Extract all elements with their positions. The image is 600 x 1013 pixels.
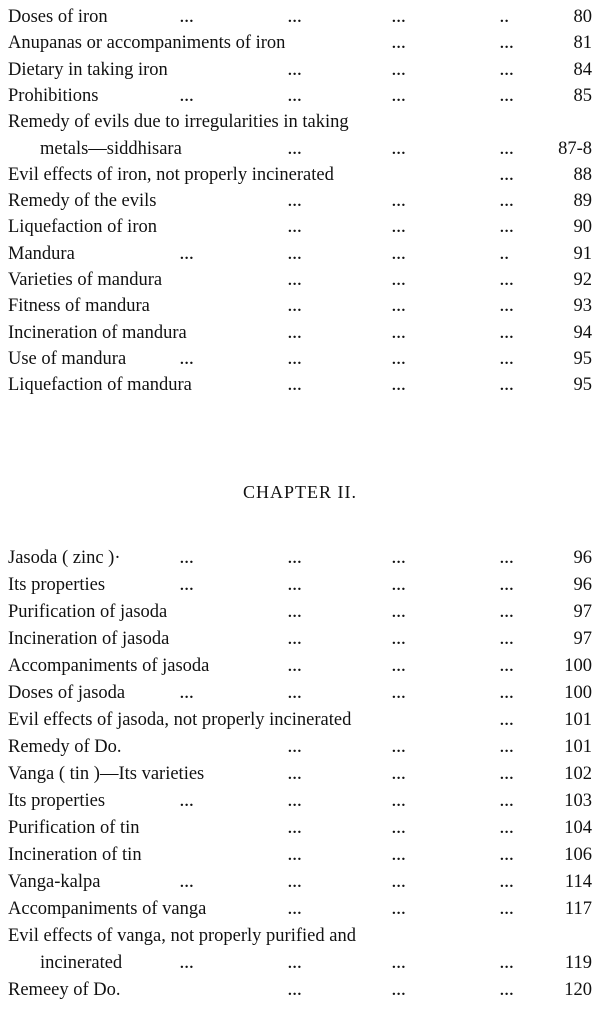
toc-entry-page: 89 <box>573 191 592 212</box>
toc-entry <box>0 734 600 760</box>
toc-entry-page: 119 <box>564 953 592 973</box>
toc-entry-title: Remeey of Do. <box>8 980 121 1000</box>
leader-dots: ... <box>500 167 515 184</box>
toc-entry <box>0 4 600 30</box>
toc-entry <box>0 136 600 162</box>
toc-entry-title: incinerated <box>40 953 123 973</box>
leader-dots: ... <box>500 378 515 395</box>
toc-entry <box>0 83 600 109</box>
leader-dots: ... <box>500 659 515 675</box>
toc-entry-page: 101 <box>564 710 592 730</box>
toc-entry-title: Remedy of evils due to irregularities in taking <box>8 112 349 133</box>
toc-entry-page: 102 <box>564 764 592 784</box>
leader-dots: ... <box>500 273 515 289</box>
leader-dots: .. <box>500 10 510 26</box>
toc-entry <box>0 372 600 398</box>
toc-entry-title: Its properties <box>8 575 106 595</box>
leader-dots: ... <box>500 194 515 211</box>
toc-entry-page: 114 <box>564 872 592 892</box>
leader-dots: ... <box>288 821 303 837</box>
toc-entry <box>0 293 600 319</box>
toc-entry-page: 97 <box>573 602 592 622</box>
toc-entry <box>0 977 600 1003</box>
toc-entry-title: Accompaniments of jasoda <box>8 656 210 676</box>
toc-entry <box>0 950 600 976</box>
toc-entry <box>0 923 600 949</box>
leader-dots: ... <box>392 273 407 289</box>
toc-entry-page: 81 <box>573 33 592 54</box>
toc-entry-page: 100 <box>564 656 592 676</box>
toc-entry-title: Vanga-kalpa <box>8 872 101 892</box>
leader-dots: ... <box>288 983 303 999</box>
leader-dots: ... <box>288 246 303 263</box>
toc-entry-title: Doses of jasoda <box>8 683 126 703</box>
leader-dots: ... <box>180 794 195 810</box>
leader-dots: ... <box>392 740 407 756</box>
toc-entry-page: 92 <box>573 270 592 290</box>
toc-entry <box>0 241 600 267</box>
leader-dots: ... <box>500 141 515 158</box>
toc-entry-title: Liquefaction of mandura <box>8 375 192 396</box>
leader-dots: ... <box>180 10 195 26</box>
leader-dots: ... <box>392 220 407 237</box>
leader-dots: ... <box>288 956 303 972</box>
toc-entry-page: 103 <box>564 791 592 811</box>
toc-entry-title: Vanga ( tin )—Its varieties <box>8 764 205 784</box>
leader-dots: ... <box>500 956 515 972</box>
leader-dots: ... <box>392 956 407 972</box>
leader-dots: ... <box>288 902 303 918</box>
toc-entry-title: Use of mandura <box>8 348 127 369</box>
toc-entry-page: 87-8 <box>558 138 592 159</box>
toc-entry <box>0 188 600 214</box>
toc-entry <box>0 267 600 293</box>
toc-entry-title: Purification of tin <box>8 818 140 838</box>
leader-dots: ... <box>288 605 303 621</box>
leader-dots: ... <box>180 351 195 368</box>
leader-dots: ... <box>392 983 407 999</box>
leader-dots: ... <box>392 141 407 158</box>
toc-entry <box>0 815 600 841</box>
toc-entry-page: 80 <box>573 7 592 27</box>
leader-dots: ... <box>288 10 303 26</box>
toc-entry <box>0 761 600 787</box>
toc-entry <box>0 896 600 922</box>
toc-entry-title: Liquefaction of iron <box>8 217 157 238</box>
leader-dots: ... <box>500 902 515 918</box>
toc-entry <box>0 626 600 652</box>
toc-entry <box>0 162 600 188</box>
leader-dots: ... <box>500 848 515 864</box>
toc-entry-title: Incineration of mandura <box>8 322 187 343</box>
toc-entry-title: Fitness of mandura <box>8 296 150 317</box>
leader-dots: ... <box>500 325 515 342</box>
toc-entry-title: Jasoda ( zinc )· <box>8 548 121 568</box>
toc-entry-title: Dietary in taking iron <box>8 59 168 80</box>
toc-entry <box>0 680 600 706</box>
toc-entry-page: 95 <box>573 348 592 369</box>
leader-dots: ... <box>288 325 303 342</box>
toc-entry <box>0 707 600 733</box>
toc-entry-page: 85 <box>573 85 592 106</box>
leader-dots: ... <box>392 10 407 26</box>
leader-dots: ... <box>500 821 515 837</box>
leader-dots: ... <box>500 351 515 368</box>
leader-dots: ... <box>500 578 515 594</box>
leader-dots: ... <box>180 956 195 972</box>
leader-dots: ... <box>180 578 195 594</box>
leader-dots: ... <box>288 740 303 756</box>
toc-entry-title: metals—siddhisara <box>40 138 182 159</box>
toc-entry-page: 117 <box>564 899 592 919</box>
toc-entry-page: 97 <box>573 629 592 649</box>
toc-entry-title: Mandura <box>8 243 75 264</box>
toc-entry-page: 101 <box>564 737 592 757</box>
leader-dots: ... <box>392 605 407 621</box>
leader-dots: ... <box>392 378 407 395</box>
leader-dots: ... <box>500 62 515 79</box>
leader-dots: ... <box>392 246 407 263</box>
leader-dots: ... <box>288 351 303 368</box>
leader-dots: ... <box>500 767 515 783</box>
toc-entry <box>0 653 600 679</box>
toc-entry-title: Doses of iron <box>8 7 108 27</box>
leader-dots: ... <box>180 551 195 567</box>
leader-dots: ... <box>288 767 303 783</box>
leader-dots: ... <box>288 659 303 675</box>
leader-dots: ... <box>180 875 195 891</box>
leader-dots: .. <box>500 246 510 263</box>
leader-dots: ... <box>288 632 303 648</box>
chapter-heading: CHAPTER II. <box>243 482 357 502</box>
toc-entry <box>0 109 600 135</box>
leader-dots: ... <box>392 299 407 316</box>
toc-entry-title: Anupanas or accompaniments of iron <box>8 33 286 54</box>
leader-dots: ... <box>392 632 407 648</box>
toc-entry-page: 95 <box>573 375 592 396</box>
leader-dots: ... <box>500 605 515 621</box>
toc-entry <box>0 842 600 868</box>
toc-entry-page: 84 <box>573 59 592 80</box>
leader-dots: ... <box>392 875 407 891</box>
leader-dots: ... <box>392 794 407 810</box>
toc-entry <box>0 545 600 571</box>
leader-dots: ... <box>288 551 303 567</box>
leader-dots: ... <box>500 299 515 316</box>
leader-dots: ... <box>500 36 515 53</box>
toc-entry <box>0 572 600 598</box>
leader-dots: ... <box>288 141 303 158</box>
leader-dots: ... <box>288 848 303 864</box>
toc-entry <box>0 788 600 814</box>
leader-dots: ... <box>392 88 407 105</box>
leader-dots: ... <box>288 299 303 316</box>
leader-dots: ... <box>392 36 407 53</box>
leader-dots: ... <box>500 220 515 237</box>
leader-dots: ... <box>288 794 303 810</box>
leader-dots: ... <box>500 632 515 648</box>
toc-entry-page: 94 <box>573 322 592 343</box>
toc-entry-page: 120 <box>564 980 592 1000</box>
toc-entry-page: 96 <box>573 548 592 568</box>
leader-dots: ... <box>288 875 303 891</box>
toc-entry-page: 106 <box>564 845 592 865</box>
toc-entry-page: 104 <box>564 818 592 838</box>
toc-entry-title: Remedy of Do. <box>8 737 122 757</box>
leader-dots: ... <box>288 378 303 395</box>
toc-entry-page: 91 <box>573 243 592 264</box>
leader-dots: ... <box>500 551 515 567</box>
toc-entry <box>0 320 600 346</box>
toc-entry <box>0 869 600 895</box>
leader-dots: ... <box>392 551 407 567</box>
toc-entry <box>0 30 600 56</box>
leader-dots: ... <box>288 62 303 79</box>
leader-dots: ... <box>392 848 407 864</box>
leader-dots: ... <box>180 246 195 263</box>
leader-dots: ... <box>180 88 195 105</box>
toc-entry-title: Remedy of the evils <box>8 191 157 212</box>
leader-dots: ... <box>392 659 407 675</box>
toc-entry <box>0 214 600 240</box>
leader-dots: ... <box>288 220 303 237</box>
leader-dots: ... <box>500 740 515 756</box>
leader-dots: ... <box>392 351 407 368</box>
toc-entry-title: Its properties <box>8 791 106 811</box>
toc-entry-title: Varieties of mandura <box>8 270 163 290</box>
leader-dots: ... <box>392 902 407 918</box>
leader-dots: ... <box>500 713 515 729</box>
toc-entry <box>0 346 600 372</box>
toc-entry <box>0 599 600 625</box>
leader-dots: ... <box>500 686 515 702</box>
toc-entry-title: Accompaniments of vanga <box>8 899 207 919</box>
leader-dots: ... <box>392 578 407 594</box>
leader-dots: ... <box>180 686 195 702</box>
leader-dots: ... <box>392 821 407 837</box>
toc-entry-page: 96 <box>573 575 592 595</box>
toc-entry-title: Incineration of jasoda <box>8 629 170 649</box>
leader-dots: ... <box>288 578 303 594</box>
toc-entry-page: 93 <box>573 296 592 317</box>
leader-dots: ... <box>288 273 303 289</box>
toc-entry-title: Evil effects of jasoda, not properly incinerated <box>8 710 352 730</box>
toc-entry-title: Prohibitions <box>8 85 99 106</box>
toc-entry-title: Evil effects of vanga, not properly purified and <box>8 926 356 946</box>
leader-dots: ... <box>500 794 515 810</box>
toc-entry-page: 90 <box>573 217 592 238</box>
leader-dots: ... <box>392 62 407 79</box>
leader-dots: ... <box>392 767 407 783</box>
leader-dots: ... <box>288 686 303 702</box>
leader-dots: ... <box>500 983 515 999</box>
leader-dots: ... <box>500 875 515 891</box>
leader-dots: ... <box>392 194 407 211</box>
toc-entry-page: 100 <box>564 683 592 703</box>
leader-dots: ... <box>288 194 303 211</box>
toc-entry-title: Incineration of tin <box>8 845 142 865</box>
toc-entry-title: Evil effects of iron, not properly incinerated <box>8 164 334 185</box>
leader-dots: ... <box>392 686 407 702</box>
toc-entry-title: Purification of jasoda <box>8 602 168 622</box>
toc-entry-page: 88 <box>573 164 592 185</box>
leader-dots: ... <box>288 88 303 105</box>
leader-dots: ... <box>500 88 515 105</box>
toc-entry <box>0 57 600 83</box>
leader-dots: ... <box>392 325 407 342</box>
